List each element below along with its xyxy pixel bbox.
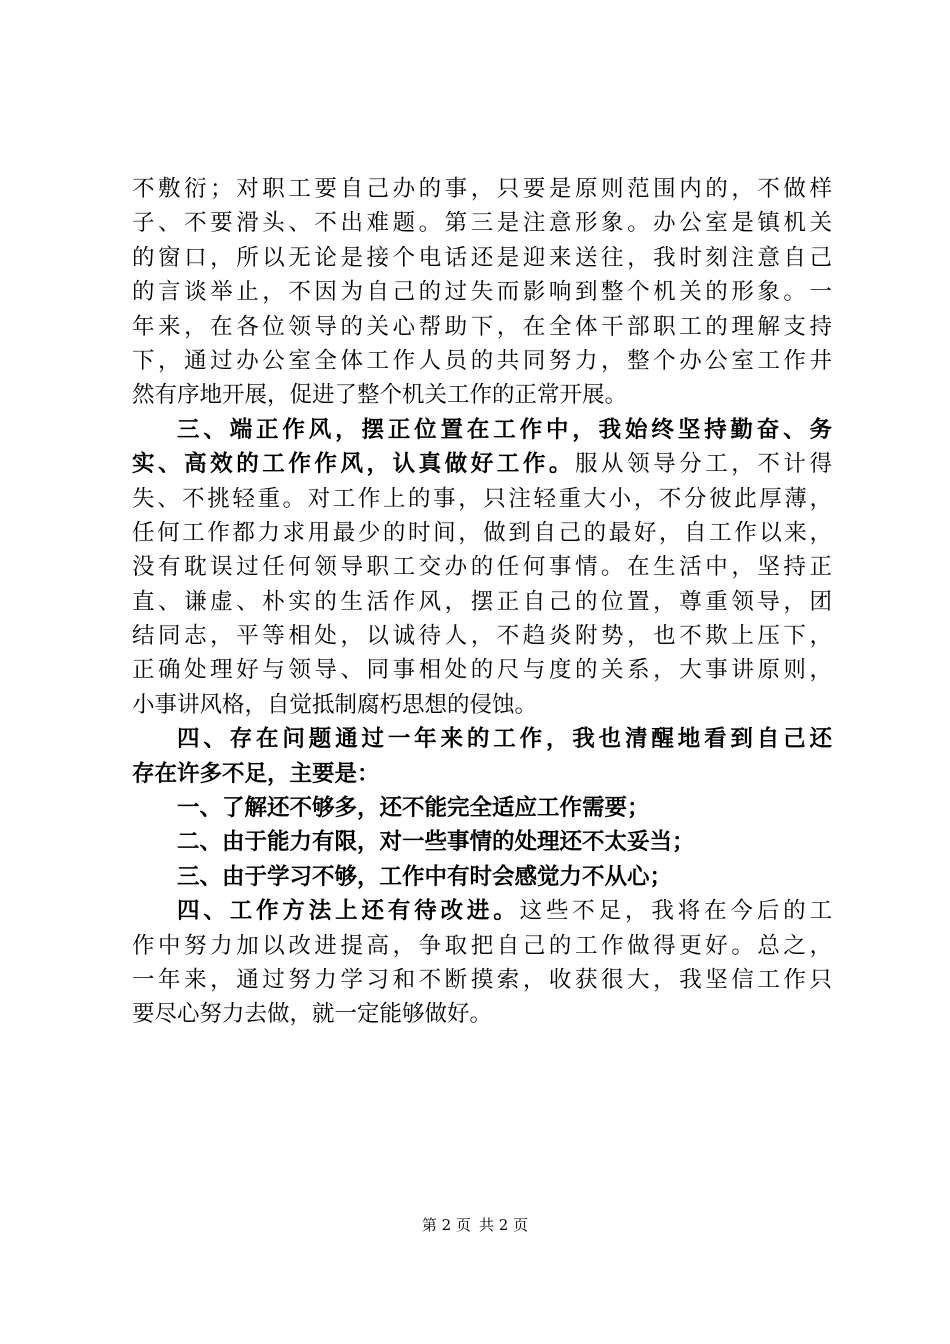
conclusion-line: 一年来，通过努力学习和不断摸索，收获很大，我坚信工作只 [132,966,832,993]
section-3-line: 没有耽误过任何领导职工交办的任何事情。在生活中，坚持正 [132,554,832,581]
conclusion-line: 要尽心努力去做，就一定能够做好。 [132,1001,493,1028]
paragraph-line: 的窗口，所以无论是接个电话还是迎来送往，我时刻注意自己 [132,244,832,271]
section-3-line: 结同志，平等相处，以诚待人，不趋炎附势，也不欺上压下， [132,623,832,650]
paragraph-line: 年来，在各位领导的关心帮助下，在全体干部职工的理解支持 [132,313,832,340]
section-3-heading-end: 实、高效的工作作风，认真做好工作。 [132,451,575,478]
issue-item-4-text: 这些不足，我将在今后的工 [519,898,832,925]
section-4-heading: 存在许多不足，主要是： [132,760,380,787]
page-footer [0,1215,950,1235]
issue-item-2: 二、由于能力有限，对一些事情的处理还不太妥当； [177,829,695,856]
section-3-text: 服从领导分工，不计得 [574,451,832,478]
section-3-line: 小事讲风格，自觉抵制腐朽思想的侵蚀。 [132,691,538,718]
issue-item-1: 一、了解还不够多，还不能完全适应工作需要； [177,795,650,822]
issue-item-4-heading: 四、工作方法上还有待改进。 [177,898,520,925]
page-number-current: 第 2 页 [421,1216,471,1234]
document-body [132,172,832,1032]
conclusion-line: 作中努力加以改进提高，争取把自己的工作做得更好。总之， [132,932,832,959]
section-3-line [132,447,832,481]
section-3-line: 任何工作都力求用最少的时间，做到自己的最好，自工作以来， [132,519,832,546]
section-3-line: 正确处理好与领导、同事相处的尺与度的关系，大事讲原则， [132,657,832,684]
paragraph-line: 不敷衍；对职工要自己办的事，只要是原则范围内的，不做样 [132,176,832,202]
page-number-total: 共 2 页 [479,1216,529,1234]
paragraph-line: 的言谈举止，不因为自己的过失而影响到整个机关的形象。一 [132,279,832,306]
paragraph-line: 然有序地开展，促进了整个机关工作的正常开展。 [132,382,628,409]
paragraph-line: 下，通过办公室全体工作人员的共同努力，整个办公室工作井 [132,347,832,374]
paragraph-line: 子、不要滑头、不出难题。第三是注意形象。办公室是镇机关 [132,210,832,237]
section-4-heading: 四、存在问题通过一年来的工作，我也清醒地看到自己还 [177,726,832,753]
issue-item-3: 三、由于学习不够，工作中有时会感觉力不从心； [177,863,673,890]
issue-item-4 [132,894,832,928]
section-3-line: 直、谦虚、朴实的生活作风，摆正自己的位置，尊重领导，团 [132,588,832,615]
section-3-heading: 三、端正作风，摆正位置在工作中，我始终坚持勤奋、务 [177,416,832,443]
section-3-line: 失、不挑轻重。对工作上的事，只注轻重大小，不分彼此厚薄， [132,485,832,512]
